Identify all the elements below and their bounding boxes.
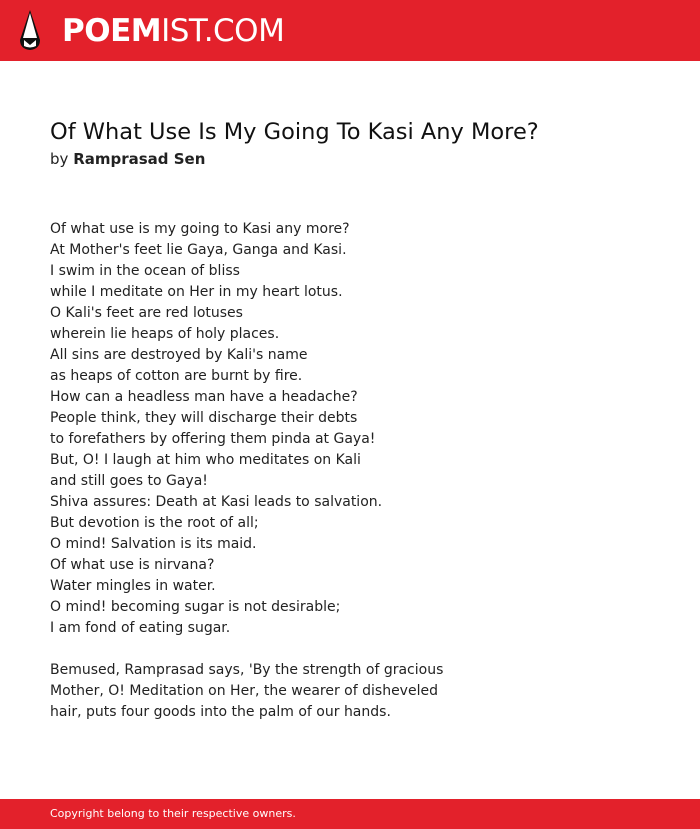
by-label: by <box>50 150 69 168</box>
poem-line: O mind! becoming sugar is not desirable; <box>50 599 341 615</box>
poem-line: as heaps of cotton are burnt by fire. <box>50 368 303 384</box>
poem-line: People think, they will discharge their debts <box>50 410 358 426</box>
poem-title: Of What Use Is My Going To Kasi Any More? <box>50 119 539 145</box>
site-footer <box>0 799 700 829</box>
poem-line: O Kali's feet are red lotuses <box>50 305 243 321</box>
poem-line: and still goes to Gaya! <box>50 473 208 489</box>
poem-line: But devotion is the root of all; <box>50 515 259 531</box>
poem-line: Of what use is my going to Kasi any more? <box>50 221 350 237</box>
poem-line: At Mother's feet lie Gaya, Ganga and Kasi. <box>50 242 347 258</box>
poem-line: Shiva assures: Death at Kasi leads to salvation. <box>50 494 383 510</box>
poem-line: Bemused, Ramprasad says, 'By the strength of gracious <box>50 662 444 678</box>
brand-light-text: IST.COM <box>161 13 285 49</box>
stanza-2 <box>50 660 670 723</box>
poem-line: I swim in the ocean of bliss <box>50 263 240 279</box>
poem-line: Mother, O! Meditation on Her, the wearer of disheveled <box>50 683 438 699</box>
poem-line: to forefathers by offering them pinda at Gaya! <box>50 431 376 447</box>
poem-line: O mind! Salvation is its maid. <box>50 536 257 552</box>
poem-line: Of what use is nirvana? <box>50 557 215 573</box>
poem-line: while I meditate on Her in my heart lotus. <box>50 284 343 300</box>
poem-line: wherein lie heaps of holy places. <box>50 326 280 342</box>
pen-nib-icon[interactable] <box>18 9 42 51</box>
poem-line: How can a headless man have a headache? <box>50 389 358 405</box>
poem-line: Water mingles in water. <box>50 578 216 594</box>
stanza-1 <box>50 219 670 639</box>
brand-bold-text: POEM <box>62 13 162 49</box>
poem-content <box>50 116 670 744</box>
poem-line: But, O! I laugh at him who meditates on Kali <box>50 452 361 468</box>
poem-body <box>50 219 670 723</box>
author-name[interactable]: Ramprasad Sen <box>73 150 206 168</box>
poem-line: hair, puts four goods into the palm of our hands. <box>50 704 391 720</box>
site-header <box>0 0 700 61</box>
poem-line: I am fond of eating sugar. <box>50 620 231 636</box>
copyright-text: Copyright belong to their respective owners. <box>50 807 296 820</box>
byline <box>50 149 670 169</box>
site-logo[interactable] <box>62 11 284 51</box>
poem-line: All sins are destroyed by Kali's name <box>50 347 308 363</box>
